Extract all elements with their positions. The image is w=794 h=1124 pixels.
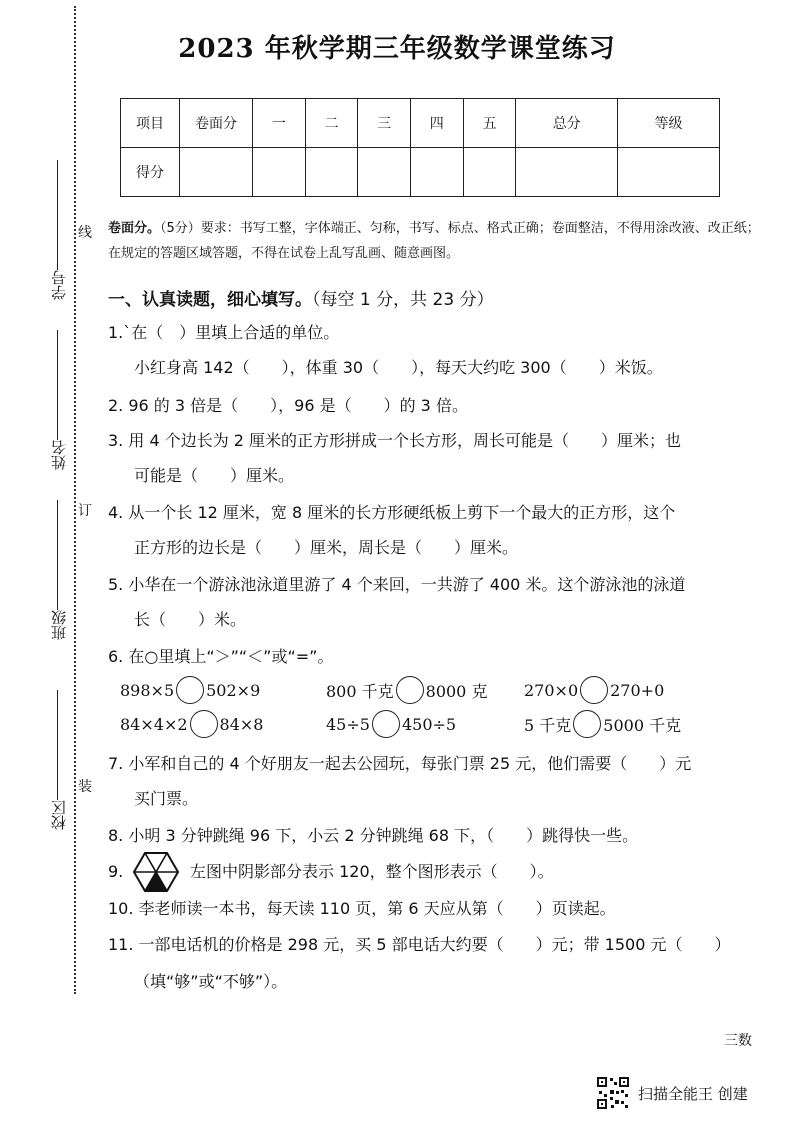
comparison-left: 898×5 — [120, 680, 175, 700]
comparison-right: 5000 千克 — [603, 715, 682, 735]
campus-label: 校区 — [50, 800, 68, 830]
score-header-cell: 卷面分 — [180, 99, 253, 148]
question-7-cont: 买门票。 — [134, 789, 199, 808]
section-note: （每空 1 分，共 23 分） — [312, 290, 494, 310]
question-2: 2. 96 的 3 倍是（ ），96 是（ ）的 3 倍。 — [108, 396, 468, 415]
comparison-right: 270+0 — [610, 680, 665, 700]
score-header-cell: 五 — [463, 99, 516, 148]
neatness-rules — [108, 216, 770, 266]
score-value-row — [121, 148, 720, 197]
comparison-item — [326, 710, 456, 738]
question-9-text: 左图中阴影部分表示 120，整个图形表示（ ）。 — [190, 862, 554, 881]
campus-field[interactable] — [48, 690, 69, 830]
score-row-label: 得分 — [121, 148, 180, 197]
score-cell-part-1[interactable] — [253, 148, 306, 197]
score-header-cell: 一 — [253, 99, 306, 148]
page-mark: 三数 — [724, 1033, 752, 1049]
question-9-number: 9. — [108, 862, 124, 881]
student-id-label: 学号 — [50, 270, 68, 300]
name-field[interactable] — [48, 330, 69, 470]
question-3-cont: 可能是（ ）厘米。 — [134, 466, 295, 485]
score-cell-neatness[interactable] — [180, 148, 253, 197]
score-header-cell: 三 — [358, 99, 411, 148]
comparison-right: 8000 克 — [425, 681, 488, 701]
score-cell-total[interactable] — [516, 148, 618, 197]
comparison-circle[interactable] — [396, 676, 424, 704]
comparison-right: 502×9 — [206, 680, 261, 700]
score-cell-grade[interactable] — [618, 148, 720, 197]
comparison-left: 800 千克 — [326, 681, 394, 701]
question-11-cont: （填“够”或“不够”）。 — [134, 972, 288, 991]
comparison-circle[interactable] — [580, 676, 608, 704]
score-header-row — [121, 99, 720, 148]
question-1: 1.ˋ在（ ）里填上合适的单位。 — [108, 323, 340, 342]
question-4: 4. 从一个长 12 厘米，宽 8 厘米的长方形硬纸板上剪下一个最大的正方形，这个 — [108, 503, 676, 522]
comparison-item — [120, 676, 260, 704]
comparison-left: 84×4×2 — [120, 714, 188, 734]
rules-lead: 卷面分。 — [108, 221, 161, 236]
rules-text: （5分）要求：书写工整，字体端正、匀称，书写、标点、格式正确；卷面整洁，不得用涂改液、改正纸；在规定的答题区域答题，不得在试卷上乱写乱画、随意画图。 — [108, 221, 760, 261]
campus-blank[interactable] — [57, 690, 60, 800]
score-cell-part-3[interactable] — [358, 148, 411, 197]
question-5: 5. 小华在一个游泳池泳道里游了 4 个来回，一共游了 400 米。这个游泳池的泳道 — [108, 575, 686, 594]
binding-dotted-line — [74, 6, 76, 994]
name-label: 姓名 — [50, 440, 68, 470]
score-cell-part-4[interactable] — [410, 148, 463, 197]
comparison-right: 84×8 — [219, 714, 264, 734]
class-blank[interactable] — [57, 500, 60, 610]
section-title: 一、认真读题，细心填写。 — [108, 290, 312, 310]
question-6: 6. 在○里填上“＞”“＜”或“=”。 — [108, 647, 334, 666]
score-cell-part-2[interactable] — [305, 148, 358, 197]
score-header-cell: 四 — [410, 99, 463, 148]
score-cell-part-5[interactable] — [463, 148, 516, 197]
score-header-cell: 等级 — [618, 99, 720, 148]
class-field[interactable] — [48, 500, 69, 640]
binding-mark-bind: 装 — [78, 779, 92, 795]
comparison-right: 450÷5 — [401, 714, 457, 734]
section-heading — [108, 285, 494, 310]
hexagon-figure — [133, 851, 179, 893]
student-id-field[interactable] — [48, 160, 69, 300]
question-10: 10. 李老师读一本书，每天读 110 页，第 6 天应从第（ ）页读起。 — [108, 899, 616, 918]
score-table — [120, 98, 720, 197]
scanner-watermark — [596, 1076, 748, 1110]
comparison-item — [524, 710, 681, 738]
qr-code-icon — [596, 1076, 630, 1110]
comparison-item — [524, 676, 664, 704]
comparison-left: 270×0 — [524, 680, 579, 700]
student-id-blank[interactable] — [57, 160, 60, 270]
comparison-circle[interactable] — [573, 710, 601, 738]
score-header-cell: 二 — [305, 99, 358, 148]
page-title: 2023 年秋学期三年级数学课堂练习 — [178, 34, 616, 64]
comparison-circle[interactable] — [190, 710, 218, 738]
question-5-cont: 长（ ）米。 — [134, 610, 247, 629]
question-8: 8. 小明 3 分钟跳绳 96 下，小云 2 分钟跳绳 68 下，（ ）跳得快一些。 — [108, 826, 639, 845]
comparison-item — [326, 676, 487, 704]
binding-mark-line: 线 — [78, 225, 92, 241]
question-7: 7. 小军和自己的 4 个好朋友一起去公园玩，每张门票 25 元，他们需要（ ）元 — [108, 754, 692, 773]
class-label: 班级 — [50, 610, 68, 640]
comparison-item — [120, 710, 263, 738]
score-header-cell: 总分 — [516, 99, 618, 148]
comparison-left: 45÷5 — [326, 714, 370, 734]
question-4-cont: 正方形的边长是（ ）厘米，周长是（ ）厘米。 — [134, 538, 519, 557]
binding-mark-order: 订 — [78, 503, 92, 519]
score-header-cell: 项目 — [121, 99, 180, 148]
scanner-text: 扫描全能王 创建 — [638, 1084, 748, 1103]
comparison-circle[interactable] — [176, 676, 204, 704]
comparison-circle[interactable] — [372, 710, 400, 738]
comparison-left: 5 千克 — [524, 715, 572, 735]
question-11: 11. 一部电话机的价格是 298 元，买 5 部电话大约要（ ）元；带 1500 元（ ） — [108, 935, 731, 954]
name-blank[interactable] — [57, 330, 60, 440]
hexagon-shaded-icon — [133, 851, 179, 893]
question-3: 3. 用 4 个边长为 2 厘米的正方形拼成一个长方形，周长可能是（ ）厘米；也 — [108, 431, 682, 450]
question-1-line: 小红身高 142（ ），体重 30（ ），每天大约吃 300（ ）米饭。 — [134, 358, 663, 377]
